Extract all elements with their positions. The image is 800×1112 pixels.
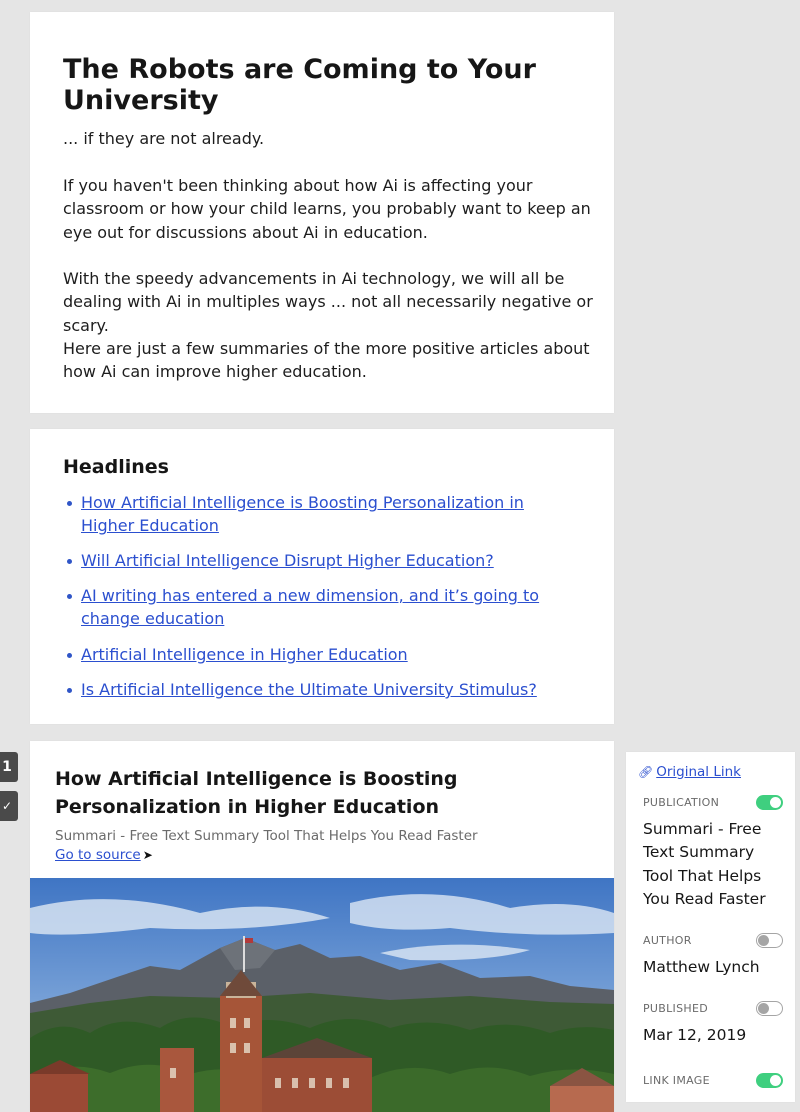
headline-link[interactable]: AI writing has entered a new dimension, and it’s going to change education [81,586,540,629]
intro-paragraph: With the speedy advancements in Ai technology, we will all be dealing with Ai in multiples ways ... not all necessarily negative or scary. [63,269,593,335]
article-card [30,741,614,1112]
original-link-row [638,764,741,780]
go-to-source-link[interactable]: Go to source [55,847,141,863]
bullet-icon [67,688,72,693]
bullet-icon [67,594,72,599]
intro-paragraph: Here are just a few summaries of the more positive articles about how Ai can improve higher education. [63,339,590,382]
headline-link[interactable]: Is Artificial Intelligence the Ultimate University Stimulus? [81,680,537,699]
story-number-tab[interactable] [0,752,18,782]
bullet-icon [67,501,72,506]
story-check-tab[interactable] [0,791,18,821]
toggle-knob [758,935,769,946]
link-image-label: LINK IMAGE [643,1074,710,1087]
headline-item [63,491,568,538]
published-value: Mar 12, 2019 [643,1026,747,1044]
article-source-name: Summari - Free Text Summary Tool That Helps You Read Faster [55,828,478,844]
intro-paragraph: ... if they are not already. [63,129,265,148]
author-toggle[interactable] [756,933,783,948]
link-icon: 🔗︎ [638,765,654,779]
headline-item [63,678,568,701]
link-image-toggle[interactable] [756,1073,783,1088]
headlines-card [30,429,614,724]
original-link[interactable]: Original Link [656,764,741,780]
headline-link[interactable]: Will Artificial Intelligence Disrupt Higher Education? [81,551,494,570]
headlines-heading: Headlines [63,456,169,478]
story-number: 1 [2,759,12,775]
intro-card [30,12,614,413]
article-image[interactable] [30,878,614,1112]
headline-link[interactable]: Artificial Intelligence in Higher Education [81,645,408,664]
headline-item [63,643,568,666]
newsletter-title: The Robots are Coming to Your University [63,54,536,116]
article-title: How Artificial Intelligence is Boosting Personalization in Higher Education [55,768,458,818]
published-label: PUBLISHED [643,1002,708,1015]
metadata-panel [626,752,795,1102]
publication-label: PUBLICATION [643,796,720,809]
check-icon: ✓ [1,799,13,813]
intro-paragraph: If you haven't been thinking about how Ai is affecting your classroom or how your child learns, you probably want to keep an eye out for discussions about Ai in education. [63,176,591,242]
headline-item [63,584,568,631]
author-value: Matthew Lynch [643,958,760,976]
author-label: AUTHOR [643,934,692,947]
bullet-icon [67,559,72,564]
go-to-source [55,847,153,863]
publication-value: Summari - Free Text Summary Tool That Helps You Read Faster [643,820,766,909]
published-toggle[interactable] [756,1001,783,1016]
toggle-knob [770,1075,781,1086]
headline-item [63,549,568,572]
toggle-knob [770,797,781,808]
arrow-icon: ➤ [142,848,153,862]
bullet-icon [67,653,72,658]
toggle-knob [758,1003,769,1014]
publication-toggle[interactable] [756,795,783,810]
headline-link[interactable]: How Artificial Intelligence is Boosting Personalization in Higher Education [81,493,524,536]
